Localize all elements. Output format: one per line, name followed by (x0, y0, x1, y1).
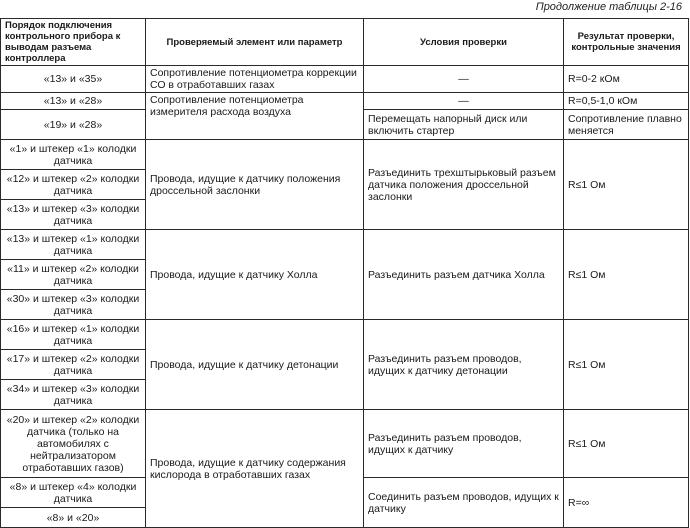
element-cell: Провода, идущие к датчику детонации (146, 320, 364, 410)
pins-cell: «8» и «20» (1, 508, 146, 528)
element-cell: Сопротивление потенциометра коррекции СО в отработавших газах (146, 66, 364, 93)
header-result: Результат проверки, контрольные значения (564, 19, 689, 66)
header-pins: Порядок подключения контрольного прибора к выводам разъема контроллера (1, 19, 146, 66)
result-cell: R≤1 Ом (564, 230, 689, 320)
result-cell: R=0,5-1,0 кОм (564, 93, 689, 110)
condition-cell: Соединить разъем проводов, идущих к датчику (364, 478, 564, 528)
table-header-row (1, 19, 689, 66)
condition-cell: Разъединить разъем датчика Холла (364, 230, 564, 320)
diagnostic-table (0, 18, 689, 528)
pins-cell: «34» и штекер «3» колодки датчика (1, 380, 146, 410)
result-cell: R≤1 Ом (564, 320, 689, 410)
pins-cell: «1» и штекер «1» колодки датчика (1, 140, 146, 170)
pins-cell: «11» и штекер «2» колодки датчика (1, 260, 146, 290)
table-row (1, 230, 689, 260)
condition-cell: — (364, 66, 564, 93)
header-element: Проверяемый элемент или параметр (146, 19, 364, 66)
result-cell: R=∞ (564, 478, 689, 528)
condition-cell: Перемещать напорный диск или включить стартер (364, 110, 564, 140)
pins-cell: «12» и штекер «2» колодки датчика (1, 170, 146, 200)
pins-cell: «30» и штекер «3» колодки датчика (1, 290, 146, 320)
pins-cell: «13» и штекер «3» колодки датчика (1, 200, 146, 230)
pins-cell: «19» и «28» (1, 110, 146, 140)
table-row (1, 93, 689, 110)
pins-cell: «13» и «28» (1, 93, 146, 110)
result-cell: Сопротивление плавно меняется (564, 110, 689, 140)
pins-cell: «13» и «35» (1, 66, 146, 93)
element-cell: Провода, идущие к датчику Холла (146, 230, 364, 320)
pins-cell: «17» и штекер «2» колодки датчика (1, 350, 146, 380)
result-cell: R≤1 Ом (564, 140, 689, 230)
table-row (1, 410, 689, 478)
element-cell: Сопротивление потенциометра измерителя расхода воздуха (146, 93, 364, 140)
pins-cell: «13» и штекер «1» колодки датчика (1, 230, 146, 260)
table-row (1, 320, 689, 350)
element-cell: Провода, идущие к датчику положения дроссельной заслонки (146, 140, 364, 230)
pins-cell: «20» и штекер «2» колодки датчика (только на автомобилях с нейтрализатором отработавших газов) (1, 410, 146, 478)
element-cell: Провода, идущие к датчику содержания кислорода в отработавших газах (146, 410, 364, 528)
pins-cell: «8» и штекер «4» колодки датчика (1, 478, 146, 508)
result-cell: R=0-2 кОм (564, 66, 689, 93)
table-row (1, 140, 689, 170)
result-cell: R≤1 Ом (564, 410, 689, 478)
condition-cell: Разъединить трехштырьковый разъем датчика положения дроссельной заслонки (364, 140, 564, 230)
condition-cell: Разъединить разъем проводов, идущих к датчику (364, 410, 564, 478)
condition-cell: Разъединить разъем проводов, идущих к датчику детонации (364, 320, 564, 410)
table-continuation-caption: Продолжение таблицы 2-16 (535, 1, 682, 13)
condition-cell: — (364, 93, 564, 110)
header-condition: Условия проверки (364, 19, 564, 66)
table-row (1, 66, 689, 93)
pins-cell: «16» и штекер «1» колодки датчика (1, 320, 146, 350)
